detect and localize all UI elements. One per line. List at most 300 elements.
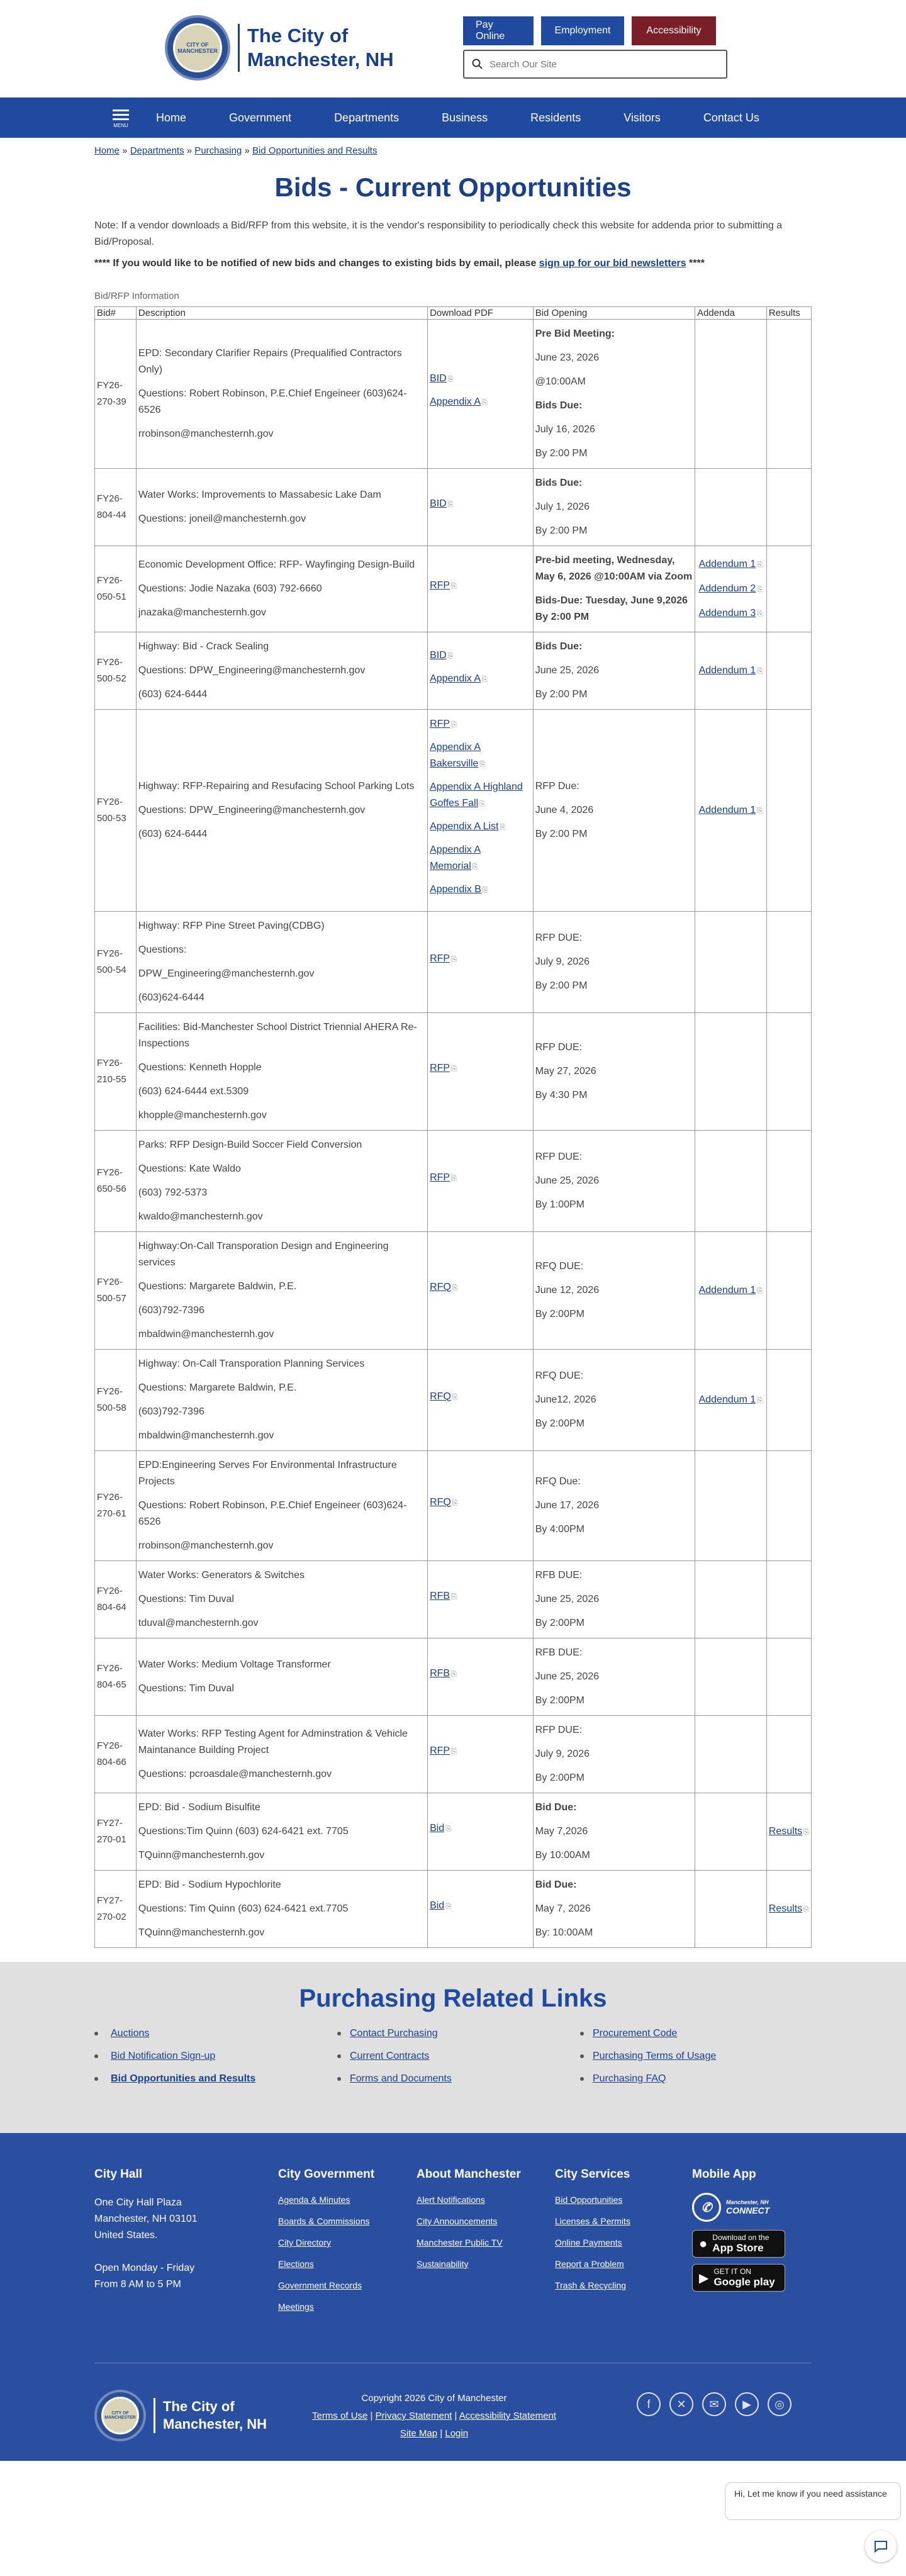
bid-number: FY26-804-64: [95, 1561, 137, 1638]
chat-button[interactable]: [865, 2531, 897, 2562]
bid-number: FY26-270-39: [95, 320, 137, 469]
description-line: kwaldo@manchesternh.gov: [138, 1211, 263, 1222]
addendum-entry: [697, 663, 764, 680]
addendum-link[interactable]: Addendum 1: [698, 1284, 756, 1296]
youtube-icon[interactable]: ▶: [735, 2392, 759, 2416]
table-row: [95, 912, 812, 1013]
description-line: Questions: Tim Quinn (603) 624-6421 ext.7705: [138, 1903, 349, 1914]
external-doc-icon: ⎘: [447, 652, 454, 660]
bid-opening: [533, 1716, 695, 1793]
pdf-link[interactable]: RFP: [430, 1062, 450, 1073]
opening-line: By 10:00AM: [535, 1850, 590, 1861]
facebook-icon[interactable]: f: [637, 2392, 661, 2416]
external-doc-icon: ⎘: [451, 1593, 457, 1601]
opening-line: RFP Due:: [535, 781, 579, 792]
opening-line: By 2:00 PM: [535, 525, 588, 536]
pdf-link[interactable]: BID: [430, 373, 447, 384]
bid-description: [136, 1793, 427, 1871]
addenda-cell: [695, 469, 766, 546]
bid-opening: [533, 1232, 695, 1350]
mobile-title: Mobile App: [692, 2168, 756, 2181]
external-doc-icon: ⎘: [451, 721, 457, 729]
external-doc-icon: ⎘: [803, 1828, 809, 1836]
bid-description: [136, 1232, 427, 1350]
pdf-entry: [430, 739, 531, 773]
opening-line: By 2:00PM: [535, 1418, 584, 1429]
opening-line: Pre Bid Meeting:: [535, 328, 615, 339]
external-doc-icon: ⎘: [479, 800, 485, 808]
bid-description: [136, 1871, 427, 1948]
pdf-entry: [430, 882, 531, 899]
pdf-link[interactable]: Appendix A Highland Goffes Fall: [430, 781, 523, 809]
table-row: [95, 320, 812, 469]
addendum-entry: [697, 1282, 764, 1299]
download-pdf-cell: [428, 546, 534, 632]
services-link[interactable]: Report a Problem: [555, 2259, 624, 2269]
addendum-link[interactable]: Addendum 1: [698, 1394, 756, 1405]
services-link[interactable]: Trash & Recycling: [555, 2280, 627, 2290]
opening-line: May 7, 2026: [535, 1903, 591, 1914]
external-doc-icon: ⎘: [452, 1284, 458, 1292]
bid-description: [136, 546, 427, 632]
description-line: Water Works: RFP Testing Agent for Adminstration & Vehicle Maintanance Building Project: [138, 1728, 408, 1756]
external-doc-icon: ⎘: [757, 1396, 763, 1404]
external-doc-icon: ⎘: [757, 1287, 763, 1295]
description-line: Questions: pcroasdale@manchesternh.gov: [138, 1769, 332, 1779]
bid-description: [136, 710, 427, 912]
bids-table: [94, 306, 812, 1948]
pdf-entry: [430, 578, 531, 595]
description-line: mbaldwin@manchesternh.gov: [138, 1430, 274, 1441]
rss-icon[interactable]: ◎: [768, 2392, 791, 2416]
download-pdf-cell: [428, 1013, 534, 1131]
description-line: Questions: Tim Duval: [138, 1594, 234, 1604]
chat-icon: [873, 2539, 888, 2554]
bid-opportunities-link[interactable]: Bid Opportunities and Results: [111, 2073, 256, 2084]
description-line: (603)792-7396: [138, 1305, 204, 1316]
about-link[interactable]: City Announcements: [417, 2216, 498, 2226]
search-placeholder: Search Our Site: [489, 59, 557, 70]
newsletter-note: [94, 258, 812, 269]
external-doc-icon: ⎘: [757, 807, 763, 815]
description-line: Questions: Kate Waldo: [138, 1163, 241, 1174]
opening-line: By 2:00 PM: [535, 448, 588, 459]
current-contracts-link[interactable]: Current Contracts: [350, 2051, 430, 2061]
app-store-button[interactable]: [692, 2230, 785, 2258]
connect-app-logo[interactable]: [692, 2191, 786, 2224]
results-cell: [766, 1013, 811, 1131]
breadcrumb-home[interactable]: Home: [94, 145, 120, 156]
pdf-entry: [430, 1060, 531, 1077]
external-doc-icon: ⎘: [451, 1065, 457, 1073]
about-link[interactable]: Manchester Public TV: [417, 2237, 503, 2248]
opening-line: June 25, 2026: [535, 1594, 600, 1604]
opening-line: Bids-Due: Tuesday, June 9,2026 By 2:00 PM: [535, 595, 688, 622]
privacy-link[interactable]: Privacy Statement: [375, 2411, 452, 2421]
breadcrumb-departments[interactable]: Departments: [130, 145, 184, 156]
description-line: jnazaka@manchesternh.gov: [138, 607, 266, 618]
menu-label: MENU: [113, 123, 128, 128]
results-cell: [766, 710, 811, 912]
description-line: TQuinn@manchesternh.gov: [138, 1927, 265, 1938]
government-link[interactable]: Government Records: [278, 2280, 362, 2290]
external-doc-icon: ⎘: [452, 1393, 458, 1401]
pdf-link[interactable]: RFQ: [430, 1496, 451, 1508]
nav-business[interactable]: Business: [442, 111, 488, 124]
external-doc-icon: ⎘: [757, 667, 763, 675]
forms-documents-link[interactable]: Forms and Documents: [350, 2073, 452, 2084]
col-description: Description: [136, 307, 427, 320]
pdf-entry: [430, 1588, 531, 1605]
services-link[interactable]: Bid Opportunities: [555, 2195, 623, 2205]
addenda-cell: [695, 546, 766, 632]
hamburger-icon: [113, 109, 129, 120]
external-doc-icon: ⎘: [451, 1670, 457, 1678]
opening-line: RFQ DUE:: [535, 1261, 584, 1272]
pdf-link[interactable]: Bid: [430, 1900, 445, 1911]
bid-opening: [533, 632, 695, 710]
pdf-entry: [430, 496, 531, 513]
opening-line: RFB DUE:: [535, 1570, 583, 1581]
table-row: [95, 1871, 812, 1948]
pdf-link[interactable]: Appendix A Memorial: [430, 844, 481, 871]
breadcrumb-purchasing[interactable]: Purchasing: [194, 145, 242, 156]
opening-line: Bid Due:: [535, 1879, 577, 1890]
addendum-entry: [697, 802, 764, 819]
table-row: [95, 632, 812, 710]
bid-opening: [533, 1793, 695, 1871]
description-line: tduval@manchesternh.gov: [138, 1618, 259, 1628]
pdf-link[interactable]: Appendix B: [430, 884, 481, 895]
bid-opening: [533, 320, 695, 469]
description-line: Questions:: [138, 944, 187, 955]
pdf-link[interactable]: Appendix A: [430, 673, 481, 684]
connect-top: Manchester, NH: [726, 2199, 769, 2205]
bid-opening: [533, 1131, 695, 1232]
government-link[interactable]: Boards & Commissions: [278, 2216, 370, 2226]
table-row: [95, 1716, 812, 1793]
city-hall-title: City Hall: [94, 2168, 143, 2181]
logo-line2: Manchester, NH: [247, 48, 394, 70]
description-line: Questions: Robert Robinson, P.E.Chief Engeineer (603)624-6526: [138, 388, 407, 415]
bid-number: FY26-270-61: [95, 1451, 137, 1561]
site-logo[interactable]: [165, 15, 394, 81]
footer-logo-line2: Manchester, NH: [163, 2416, 267, 2432]
chat-popup[interactable]: Hi, Let me know if you need assistance: [725, 2482, 901, 2520]
description-line: Questions: Margarete Baldwin, P.E.: [138, 1382, 297, 1393]
x-icon[interactable]: ✕: [669, 2392, 693, 2416]
results-cell: [766, 546, 811, 632]
description-line: (603) 624-6444: [138, 829, 208, 839]
opening-line: June 25, 2026: [535, 665, 600, 676]
opening-line: Bids Due:: [535, 641, 583, 652]
terms-usage-link[interactable]: Purchasing Terms of Usage: [593, 2051, 717, 2061]
pdf-link[interactable]: RFB: [430, 1590, 450, 1601]
pay-online-button[interactable]: Pay Online: [463, 16, 534, 45]
description-line: EPD: Secondary Clarifier Repairs (Prequalified Contractors Only): [138, 348, 402, 375]
pdf-link[interactable]: RFP: [430, 719, 450, 729]
download-pdf-cell: [428, 1451, 534, 1561]
pdf-link[interactable]: RFP: [430, 580, 450, 591]
services-title: City Services: [555, 2168, 630, 2181]
description-line: (603)792-7396: [138, 1406, 204, 1417]
description-line: (603)624-6444: [138, 992, 204, 1003]
opening-line: By 2:00 PM: [535, 829, 588, 839]
google-play-button[interactable]: [692, 2264, 785, 2292]
results-link[interactable]: Results: [768, 1903, 803, 1914]
description-line: Questions: Jodie Nazaka (603) 792-6660: [138, 583, 322, 594]
external-doc-icon: ⎘: [447, 376, 454, 383]
table-row: [95, 1232, 812, 1350]
search-input[interactable]: [463, 50, 727, 79]
sitemap-link[interactable]: Site Map: [400, 2428, 438, 2439]
external-doc-icon: ⎘: [447, 500, 454, 508]
download-pdf-cell: [428, 1131, 534, 1232]
nav-departments[interactable]: Departments: [334, 111, 400, 124]
opening-line: By 2:00PM: [535, 1695, 584, 1706]
opening-line: June 23, 2026: [535, 352, 600, 363]
pdf-entry: [430, 671, 531, 688]
description-line: (603) 792-5373: [138, 1187, 208, 1198]
pdf-link[interactable]: Appendix A Bakersville: [430, 742, 481, 769]
bid-opening: [533, 1871, 695, 1948]
pdf-entry: [430, 371, 531, 388]
newsletter-suffix: ****: [686, 258, 705, 269]
addendum-entry: [697, 1392, 764, 1409]
table-row: [95, 1638, 812, 1716]
bid-number: FY27-270-02: [95, 1871, 137, 1948]
employment-button[interactable]: Employment: [541, 16, 624, 45]
description-line: Highway: RFP-Repairing and Resufacing School Parking Lots: [138, 781, 415, 792]
nav-government[interactable]: Government: [229, 111, 292, 124]
procurement-code-link[interactable]: Procurement Code: [593, 2028, 678, 2039]
addenda-cell: [695, 1871, 766, 1948]
bid-number: FY26-050-51: [95, 546, 137, 632]
nav-home[interactable]: Home: [156, 111, 187, 124]
addendum-entry: [697, 556, 764, 573]
pdf-entry: [430, 394, 531, 411]
city-seal-icon: [165, 15, 230, 81]
description-line: Highway:On-Call Transporation Design and Engineering services: [138, 1241, 389, 1268]
pdf-entry: [430, 1743, 531, 1760]
external-doc-icon: ⎘: [452, 1499, 458, 1507]
pdf-link[interactable]: RFP: [430, 953, 450, 964]
menu-button[interactable]: [107, 107, 135, 128]
addendum-link[interactable]: Addendum 1: [698, 558, 756, 569]
bid-opening: [533, 1451, 695, 1561]
pdf-entry: [430, 1170, 531, 1187]
address-line: United States.: [94, 2230, 158, 2241]
copyright-block: Copyright 2026 City of Manchester Terms of Use | Privacy Statement | Accessibility Statement Site Map | Login: [277, 2390, 591, 2443]
col-results: Results: [766, 307, 811, 320]
table-row: [95, 546, 812, 632]
nav-contact[interactable]: Contact Us: [703, 111, 759, 124]
external-doc-icon: ⎘: [445, 1825, 451, 1833]
opening-line: June 25, 2026: [535, 1175, 600, 1186]
apple-icon: ●: [699, 2236, 708, 2251]
external-doc-icon: ⎘: [451, 582, 457, 590]
address-line: One City Hall Plaza: [94, 2197, 182, 2208]
description-line: Questions: Kenneth Hopple: [138, 1062, 262, 1073]
services-link[interactable]: Online Payments: [555, 2237, 622, 2248]
table-row: [95, 1013, 812, 1131]
bid-opening: [533, 1561, 695, 1638]
table-row: [95, 710, 812, 912]
logo-line1: The City of: [247, 25, 349, 47]
results-cell: [766, 1451, 811, 1561]
addendum-link[interactable]: Addendum 1: [698, 804, 756, 815]
pdf-entry: [430, 819, 531, 836]
purchasing-faq-link[interactable]: Purchasing FAQ: [593, 2073, 666, 2084]
pdf-link[interactable]: RFP: [430, 1172, 450, 1183]
pdf-entry: [430, 951, 531, 968]
bid-opening: [533, 912, 695, 1013]
description-line: rrobinson@manchesternh.gov: [138, 1540, 274, 1551]
terms-link[interactable]: Terms of Use: [312, 2411, 368, 2421]
connect-icon: ✆: [692, 2193, 721, 2222]
nav-residents[interactable]: Residents: [530, 111, 581, 124]
bid-description: [136, 1451, 427, 1561]
bid-description: [136, 1716, 427, 1793]
description-line: Questions:Tim Quinn (603) 624-6421 ext. 7705: [138, 1826, 349, 1837]
download-pdf-cell: [428, 710, 534, 912]
opening-line: June 4, 2026: [535, 805, 594, 815]
pdf-link[interactable]: BID: [430, 650, 447, 661]
bid-opening: [533, 710, 695, 912]
google-small: GET IT ON: [713, 2267, 751, 2276]
pdf-link[interactable]: Appendix A: [430, 396, 481, 407]
addenda-cell: [695, 1561, 766, 1638]
contact-purchasing-link[interactable]: Contact Purchasing: [350, 2028, 438, 2039]
description-line: (603) 624-6444: [138, 689, 208, 700]
results-cell: [766, 469, 811, 546]
external-doc-icon: ⎘: [757, 610, 763, 618]
addendum-link[interactable]: Addendum 1: [698, 664, 756, 676]
bid-number: FY26-500-52: [95, 632, 137, 710]
pdf-link[interactable]: BID: [430, 498, 447, 509]
opening-line: RFB DUE:: [535, 1647, 583, 1658]
accessibility-statement-link[interactable]: Accessibility Statement: [459, 2411, 556, 2421]
results-link[interactable]: Results: [768, 1825, 803, 1837]
addenda-cell: [695, 1716, 766, 1793]
description-line: Water Works: Improvements to Massabesic Lake Dam: [138, 490, 381, 500]
nav-visitors[interactable]: Visitors: [624, 111, 661, 124]
footer-logo[interactable]: [94, 2390, 267, 2441]
accessibility-button[interactable]: Accessibility: [632, 16, 716, 45]
download-pdf-cell: [428, 320, 534, 469]
breadcrumb-bid-opportunities[interactable]: Bid Opportunities and Results: [252, 145, 378, 156]
app-store-small: Download on the: [712, 2233, 769, 2242]
col-bid: Bid#: [95, 307, 137, 320]
description-line: EPD: Bid - Sodium Bisulfite: [138, 1802, 260, 1813]
government-link[interactable]: Agenda & Minutes: [278, 2195, 350, 2205]
pdf-link[interactable]: Bid: [430, 1822, 445, 1834]
opening-line: June12, 2026: [535, 1394, 596, 1405]
external-doc-icon: ⎘: [451, 1747, 457, 1756]
bid-description: [136, 1561, 427, 1638]
table-row: [95, 1451, 812, 1561]
login-link[interactable]: Login: [445, 2428, 469, 2439]
description-line: Economic Development Office: RFP- Wayfinging Design-Build: [138, 559, 415, 570]
results-cell: [766, 320, 811, 469]
bid-opening: [533, 1013, 695, 1131]
bid-description: [136, 912, 427, 1013]
download-pdf-cell: [428, 1793, 534, 1871]
description-line: Questions: joneil@manchesternh.gov: [138, 513, 306, 524]
opening-line: Pre-bid meeting, Wednesday, May 6, 2026 @10:00AM via Zoom: [535, 555, 693, 582]
download-pdf-cell: [428, 632, 534, 710]
description-line: Questions: DPW_Engineering@manchesternh.gov: [138, 805, 366, 815]
addendum-link[interactable]: Addendum 2: [698, 583, 756, 594]
about-link[interactable]: Sustainability: [417, 2259, 469, 2269]
services-link[interactable]: Licenses & Permits: [555, 2216, 630, 2226]
external-doc-icon: ⎘: [757, 561, 763, 569]
bid-description: [136, 469, 427, 546]
addendum-link[interactable]: Addendum 3: [698, 607, 756, 619]
description-line: Highway: Bid - Crack Sealing: [138, 641, 269, 652]
opening-line: By 1:00PM: [535, 1199, 584, 1210]
copyright: Copyright 2026 City of Manchester: [361, 2393, 507, 2404]
addenda-cell: [695, 1638, 766, 1716]
opening-line: May 27, 2026: [535, 1066, 596, 1077]
google-play-icon: ▶: [699, 2271, 709, 2285]
results-cell: [766, 1350, 811, 1451]
external-doc-icon: ⎘: [757, 585, 763, 593]
opening-line: By 4:00PM: [535, 1524, 584, 1535]
description-line: TQuinn@manchesternh.gov: [138, 1850, 265, 1861]
external-doc-icon: ⎘: [451, 955, 457, 963]
bid-opening: [533, 1638, 695, 1716]
pdf-link[interactable]: RFP: [430, 1745, 450, 1756]
auctions-link[interactable]: Auctions: [111, 2028, 150, 2039]
government-link[interactable]: Elections: [278, 2259, 314, 2269]
opening-line: May 7,2026: [535, 1826, 588, 1837]
email-icon[interactable]: ✉: [702, 2392, 726, 2416]
table-row: [95, 469, 812, 546]
social-links: [637, 2392, 791, 2416]
description-line: Parks: RFP Design-Build Soccer Field Conversion: [138, 1140, 362, 1150]
addendum-entry: [697, 581, 764, 598]
external-doc-icon: ⎘: [472, 863, 478, 871]
description-line: Questions: Tim Duval: [138, 1683, 234, 1694]
addenda-cell: [695, 1232, 766, 1350]
description-line: khopple@manchesternh.gov: [138, 1110, 267, 1121]
pdf-link[interactable]: Appendix A List: [430, 821, 499, 832]
government-link[interactable]: City Directory: [278, 2237, 332, 2248]
description-line: Facilities: Bid-Manchester School District Triennial AHERA Re-Inspections: [138, 1022, 417, 1049]
pdf-entry: [430, 1279, 531, 1296]
pdf-link[interactable]: RFQ: [430, 1391, 451, 1402]
pdf-link[interactable]: RFB: [430, 1667, 450, 1679]
bid-number: FY26-500-57: [95, 1232, 137, 1350]
opening-line: By: 10:00AM: [535, 1927, 593, 1938]
pdf-link[interactable]: RFQ: [430, 1281, 451, 1292]
col-download: Download PDF: [428, 307, 534, 320]
results-cell: [766, 1793, 811, 1871]
newsletter-signup-link[interactable]: sign up for our bid newsletters: [539, 258, 686, 269]
opening-line: @10:00AM: [535, 376, 586, 387]
results-cell: [766, 1638, 811, 1716]
about-link[interactable]: Alert Notifications: [417, 2195, 485, 2205]
pdf-entry: [430, 842, 531, 875]
pdf-entry: [430, 716, 531, 733]
description-line: DPW_Engineering@manchesternh.gov: [138, 968, 315, 979]
bid-number: FY26-804-44: [95, 469, 137, 546]
government-link[interactable]: Meetings: [278, 2302, 314, 2312]
bid-signup-link[interactable]: Bid Notification Sign-up: [111, 2051, 216, 2061]
opening-line: RFP DUE:: [535, 1725, 583, 1735]
addenda-cell: [695, 1451, 766, 1561]
